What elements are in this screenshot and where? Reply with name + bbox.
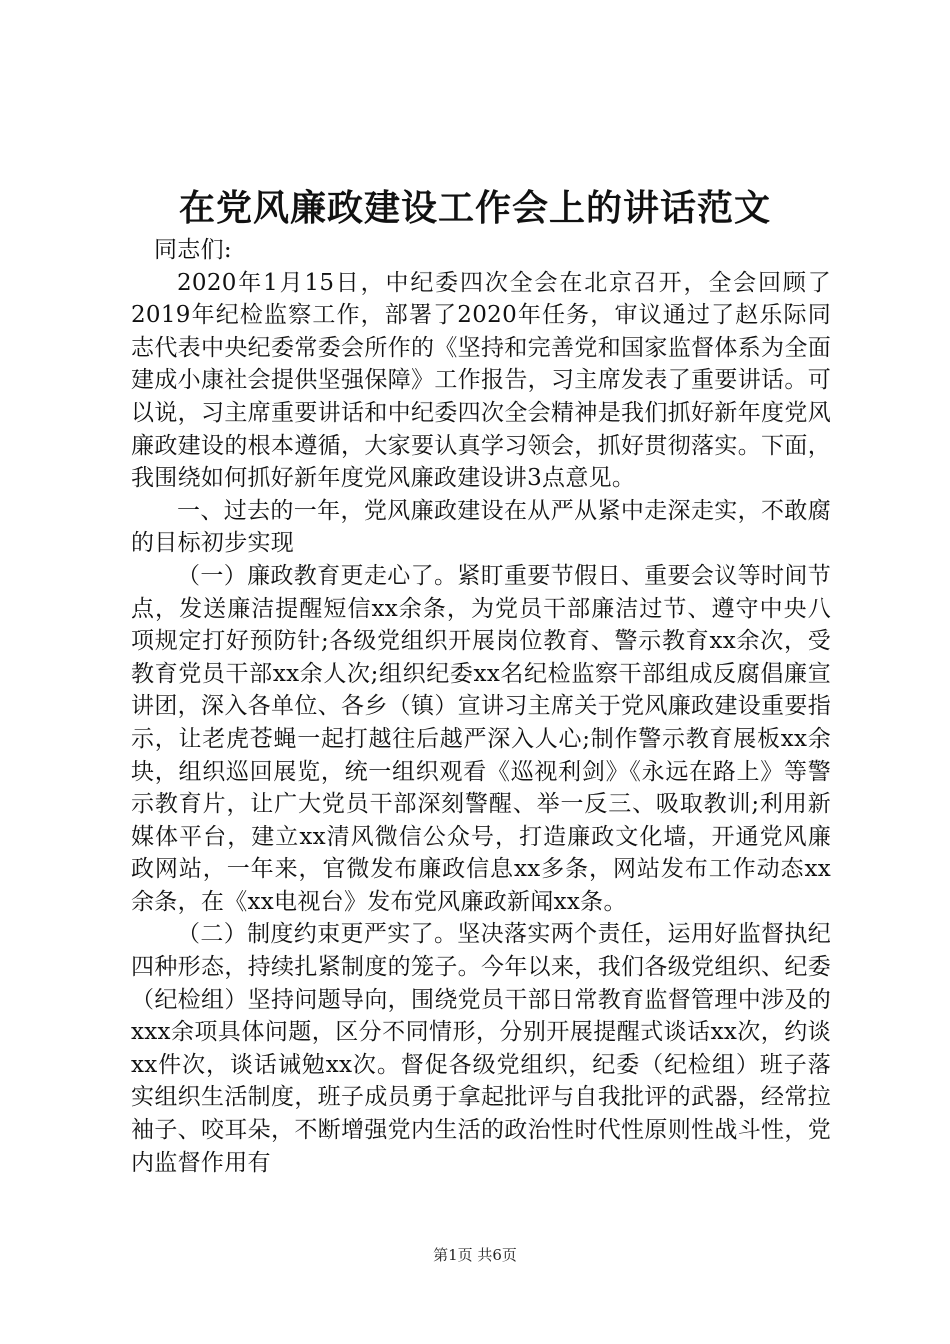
document-title: 在党风廉政建设工作会上的讲话范文 bbox=[178, 187, 771, 229]
salutation: 同志们: bbox=[154, 237, 232, 263]
section-heading-1: 一、过去的一年，党风廉政建设在从严从紧中走深走实，不敢腐的目标初步实现 bbox=[131, 497, 831, 557]
paragraph-intro: 2020年1月15日，中纪委四次全会在北京召开，全会回顾了2019年纪检监察工作，部署了2020年任务，审议通过了赵乐际同志代表中央纪委常委会所作的《坚持和完善党和国家监督体系为全面建成小康社会提供坚强保障》工作报告，习主席发表了重要讲话。可以说，习主席重要讲话和中纪委四次全会精神是我们抓好新年度党风廉政建设的根本遵循，大家要认真学习领会，抓好贯彻落实。下面，我围绕如何抓好新年度党风廉政建设讲3点意见。 bbox=[131, 269, 831, 492]
page-footer: 第1页 共6页 bbox=[433, 1246, 517, 1264]
paragraph-education: （一）廉政教育更走心了。紧盯重要节假日、重要会议等时间节点，发送廉洁提醒短信xx余条，为党员干部廉洁过节、遵守中央八项规定打好预防针;各级党组织开展岗位教育、警示教育xx余次，受教育党员干部xx余人次;组织纪委xx名纪检监察干部组成反腐倡廉宣讲团，深入各单位、各乡（镇）宣讲习主席关于党风廉政建设重要指示，让老虎苍蝇一起打越往后越严深入人心;制作警示教育展板xx余块，组织巡回展览，统一组织观看《巡视利剑》《永远在路上》等警示教育片，让广大党员干部深刻警醒、举一反三、吸取教训;利用新媒体平台，建立xx清风微信公众号，打造廉政文化墙，开通党风廉政网站，一年来，官微发布廉政信息xx多条，网站发布工作动态xx余条，在《xx电视台》发布党风廉政新闻xx条。 bbox=[131, 562, 831, 915]
document-body bbox=[131, 234, 831, 1179]
paragraph-institution: （二）制度约束更严实了。坚决落实两个责任，运用好监督执纪四种形态，持续扎紧制度的笼子。今年以来，我们各级党组织、纪委（纪检组）坚持问题导向，围绕党员干部日常教育监督管理中涉及的xxx余项具体问题，区分不同情形，分别开展提醒式谈话xx次，约谈xx件次，谈话诫勉xx次。督促各级党组织，纪委（纪检组）班子落实组织生活制度，班子成员勇于拿起批评与自我批评的武器，经常拉袖子、咬耳朵，不断增强党内生活的政治性时代性原则性战斗性，党内监督作用有 bbox=[131, 921, 831, 1176]
